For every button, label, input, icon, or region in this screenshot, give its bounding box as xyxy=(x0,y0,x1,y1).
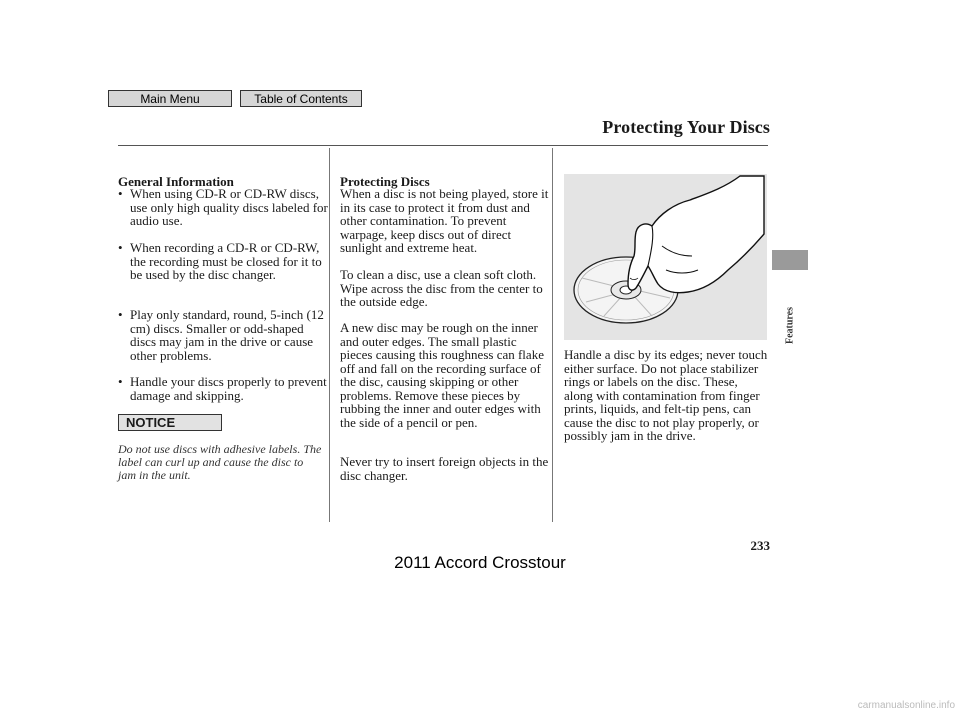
bullet-icon: • xyxy=(118,240,123,255)
notice-badge xyxy=(118,414,222,431)
hand-holding-disc-illustration xyxy=(564,174,767,340)
list-item-text: Play only standard, round, 5-inch (12 cm) discs. Smaller or odd-shaped discs may jam in the drive or cause other problems. xyxy=(130,307,324,363)
list-item-text: When recording a CD-R or CD-RW, the recording must be closed for it to be used by the disc changer. xyxy=(130,240,322,282)
watermark: carmanualsonline.info xyxy=(857,700,955,711)
bullet-icon: • xyxy=(118,374,123,389)
header-rule xyxy=(118,145,768,146)
list-item-text: When using CD-R or CD-RW discs, use only high quality discs labeled for audio use. xyxy=(130,186,328,228)
table-of-contents-button[interactable]: Table of Contents xyxy=(240,90,362,107)
general-information-heading: General Information xyxy=(118,174,234,189)
section-tab xyxy=(772,250,808,270)
footer-title: 2011 Accord Crosstour xyxy=(394,553,566,572)
protecting-discs-heading: Protecting Discs xyxy=(340,174,430,189)
column-divider-2 xyxy=(552,148,553,522)
notice-label: NOTICE xyxy=(126,415,176,430)
paragraph: Never try to insert foreign objects in the disc changer. xyxy=(340,454,549,483)
handling-paragraph: Handle a disc by its edges; never touch either surface. Do not place stabilizer rings or labels on the disc. These, along with contamination from finger prints, liquids, and felt-tip pens, can cause the disc to not play properly, or possibly jam in the drive. xyxy=(564,347,768,443)
page-number: 233 xyxy=(750,538,770,553)
bullet-icon: • xyxy=(118,186,123,201)
disc-icon xyxy=(564,174,767,340)
page-title: Protecting Your Discs xyxy=(602,117,770,137)
bullet-icon: • xyxy=(118,307,123,322)
paragraph: To clean a disc, use a clean soft cloth. Wipe across the disc from the center to the outside edge. xyxy=(340,267,543,309)
paragraph: A new disc may be rough on the inner and outer edges. The small plastic pieces causing this roughness can flake off and fall on the recording surface of the disc, causing skipping or other problems. Remove these pieces by rubbing the inner and outer edges with the side of a pencil or pen. xyxy=(340,320,544,430)
paragraph: When a disc is not being played, store it in its case to protect it from dust and other contamination. To prevent warpage, keep discs out of direct sunlight and extreme heat. xyxy=(340,186,549,255)
section-tab-label: Features xyxy=(784,306,796,345)
main-menu-button[interactable]: Main Menu xyxy=(108,90,232,107)
list-item-text: Handle your discs properly to prevent damage and skipping. xyxy=(130,374,327,403)
notice-text: Do not use discs with adhesive labels. The label can curl up and cause the disc to jam in the unit. xyxy=(118,442,322,482)
